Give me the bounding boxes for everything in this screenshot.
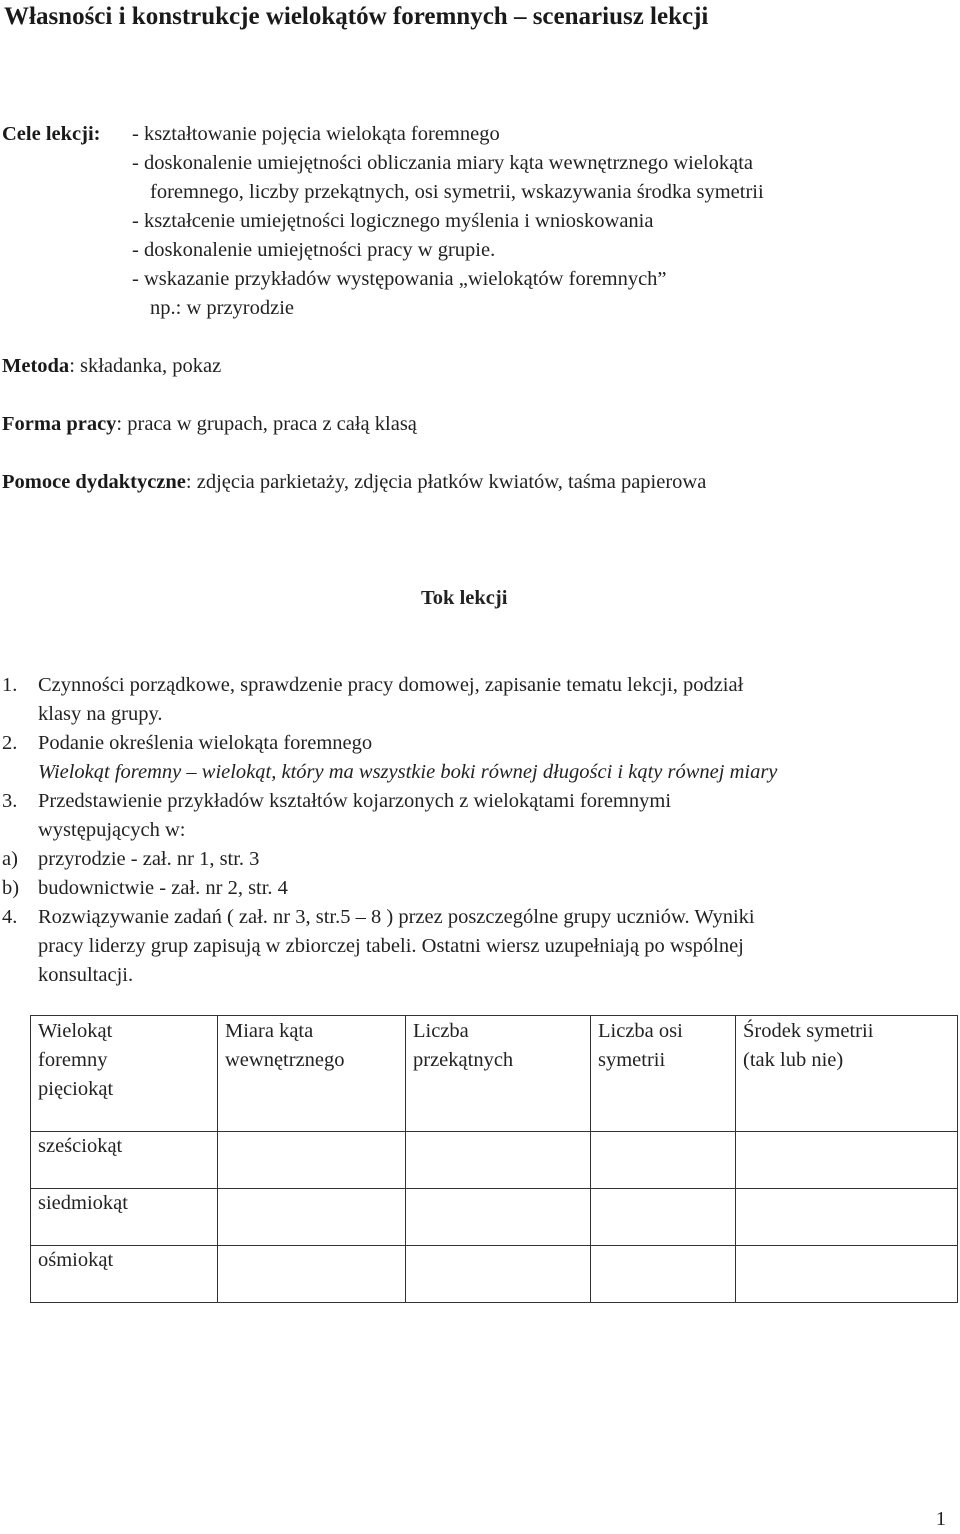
work-form-label: Forma pracy bbox=[2, 413, 117, 435]
goal-item-continuation: np.: w przyrodzie bbox=[150, 297, 295, 319]
goal-item: - kształtowanie pojęcia wielokąta foremnego bbox=[132, 123, 500, 145]
table-row bbox=[31, 1189, 958, 1246]
sub-item-text: przyrodzie - zał. nr 1, str. 3 bbox=[38, 848, 260, 870]
table-cell-empty bbox=[736, 1246, 958, 1303]
step-text: pracy liderzy grup zapisują w zbiorczej tabeli. Ostatni wiersz uzupełniają po wspólnej bbox=[38, 935, 744, 957]
step-number: 1. bbox=[2, 674, 18, 696]
table-cell-empty bbox=[218, 1132, 406, 1189]
aids-label: Pomoce dydaktyczne bbox=[2, 471, 186, 493]
goal-item: - doskonalenie umiejętności pracy w grupie. bbox=[132, 239, 496, 261]
document-title: Własności i konstrukcje wielokątów foremnych – scenariusz lekcji bbox=[4, 3, 709, 30]
results-table bbox=[30, 1015, 958, 1303]
step-text: Przedstawienie przykładów kształtów kojarzonych z wielokątami foremnymi bbox=[38, 790, 672, 812]
sub-item-marker: a) bbox=[2, 848, 18, 870]
table-cell-empty bbox=[406, 1132, 591, 1189]
step-text: konsultacji. bbox=[38, 964, 134, 986]
table-header-cell bbox=[218, 1016, 406, 1132]
method-line bbox=[2, 352, 221, 381]
goals-label: Cele lekcji: bbox=[2, 123, 101, 145]
method-value: : składanka, pokaz bbox=[69, 355, 222, 377]
goal-item: - kształcenie umiejętności logicznego myślenia i wnioskowania bbox=[132, 210, 654, 232]
goal-item: - doskonalenie umiejętności obliczania miary kąta wewnętrznego wielokąta bbox=[132, 152, 754, 174]
table-cell-empty bbox=[591, 1246, 736, 1303]
table-header-cell bbox=[31, 1016, 218, 1132]
section-heading: Tok lekcji bbox=[421, 587, 508, 609]
step-text: Czynności porządkowe, sprawdzenie pracy domowej, zapisanie tematu lekcji, podział bbox=[38, 674, 744, 696]
table-header-axes: Liczba osi symetrii bbox=[598, 1020, 683, 1071]
table-cell-empty bbox=[406, 1246, 591, 1303]
goal-item-continuation: foremnego, liczby przekątnych, osi symetrii, wskazywania środka symetrii bbox=[150, 181, 764, 203]
step-text: Rozwiązywanie zadań ( zał. nr 3, str.5 – 8 ) przez poszczególne grupy uczniów. Wyniki bbox=[38, 906, 755, 928]
table-header-angle: Miara kąta wewnętrznego bbox=[225, 1020, 345, 1071]
table-header-cell bbox=[591, 1016, 736, 1132]
work-form-line bbox=[2, 410, 417, 439]
table-cell-empty bbox=[736, 1132, 958, 1189]
table-row bbox=[31, 1246, 958, 1303]
table-header-cell bbox=[736, 1016, 958, 1132]
sub-item-marker: b) bbox=[2, 877, 20, 899]
step-text: klasy na grupy. bbox=[38, 703, 163, 725]
table-row-label: sześciokąt bbox=[31, 1132, 218, 1189]
table-cell-empty bbox=[218, 1189, 406, 1246]
table-cell-empty bbox=[406, 1189, 591, 1246]
sub-item-text: budownictwie - zał. nr 2, str. 4 bbox=[38, 877, 288, 899]
table-cell-empty bbox=[591, 1132, 736, 1189]
table-row-label: ośmiokąt bbox=[31, 1246, 218, 1303]
aids-line bbox=[2, 468, 706, 497]
method-label: Metoda bbox=[2, 355, 70, 377]
page-number: 1 bbox=[935, 1508, 946, 1530]
table-header-row bbox=[31, 1016, 958, 1132]
goal-item: - wskazanie przykładów występowania „wielokątów foremnych” bbox=[132, 268, 667, 290]
table-header-polygon: Wielokąt foremny bbox=[38, 1020, 113, 1071]
table-cell-empty bbox=[736, 1189, 958, 1246]
step-text: Podanie określenia wielokąta foremnego bbox=[38, 732, 373, 754]
table-header-diagonals: Liczba przekątnych bbox=[413, 1020, 514, 1071]
step-text: występujących w: bbox=[38, 819, 186, 841]
table-cell-empty bbox=[218, 1246, 406, 1303]
step-number: 3. bbox=[2, 790, 18, 812]
table-row-label: siedmiokąt bbox=[31, 1189, 218, 1246]
work-form-value: : praca w grupach, praca z całą klasą bbox=[116, 413, 417, 435]
table-header-center: Środek symetrii (tak lub nie) bbox=[743, 1020, 874, 1071]
table-row bbox=[31, 1132, 958, 1189]
table-header-cell bbox=[406, 1016, 591, 1132]
step-number: 2. bbox=[2, 732, 18, 754]
definition-text: Wielokąt foremny – wielokąt, który ma wszystkie boki równej długości i kąty równej miary bbox=[38, 761, 778, 783]
aids-value: : zdjęcia parkietaży, zdjęcia płatków kwiatów, taśma papierowa bbox=[185, 471, 707, 493]
step-number: 4. bbox=[2, 906, 18, 928]
table-cell-empty bbox=[591, 1189, 736, 1246]
table-row-label: pięciokąt bbox=[38, 1078, 114, 1100]
